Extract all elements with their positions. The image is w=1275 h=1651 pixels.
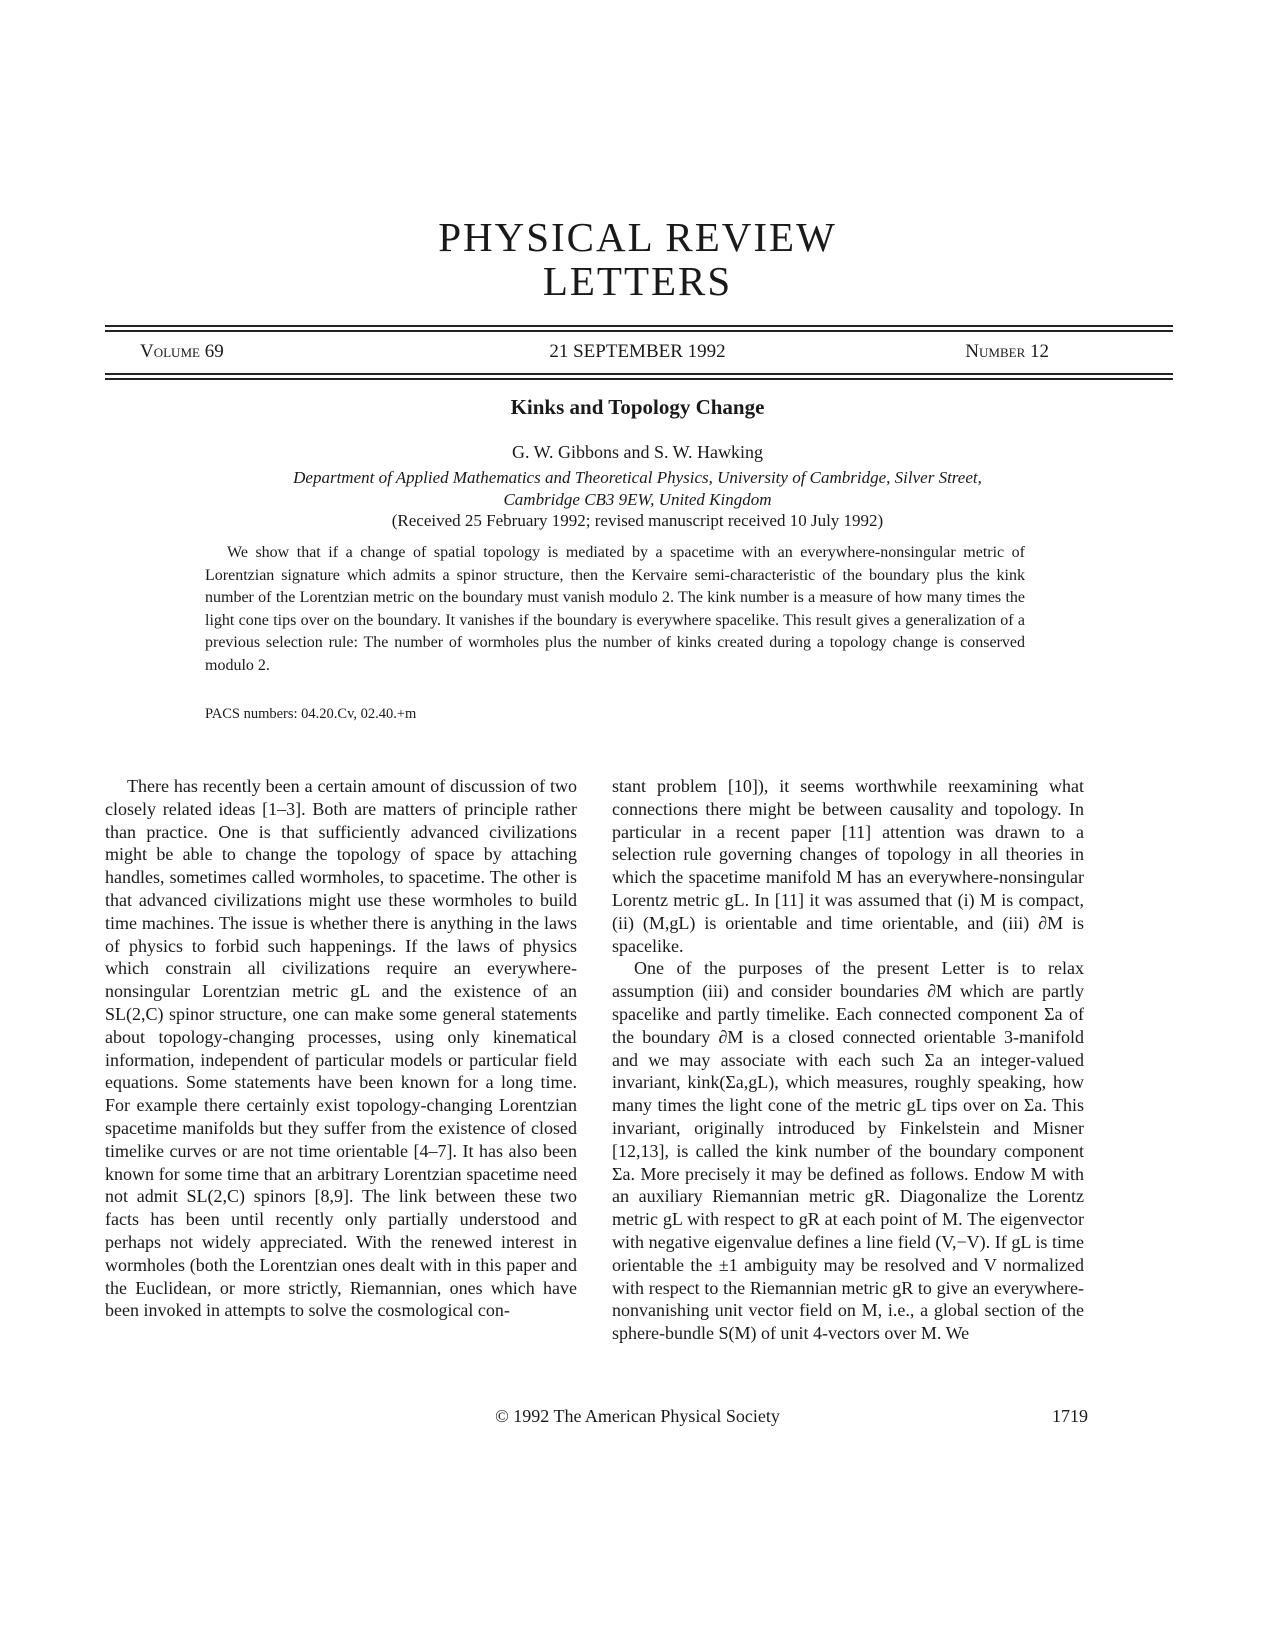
- bottom-rule-1: [105, 373, 1173, 375]
- affiliation-line1: Department of Applied Mathematics and Theoretical Physics, University of Cambridge, Silver Street,: [293, 468, 982, 487]
- right-column-paragraph-1: stant problem [10]), it seems worthwhile reexamining what connections there might be between causality and topology. In particular in a recent paper [11] attention was drawn to a selection rule governing changes of topology in all theories in which the spacetime manifold M has an everywhere-nonsingular Lorentz metric gL. In [11] it was assumed that (i) M is compact, (ii) (M,gL) is orientable and time orientable, and (iii) ∂M is spacelike.: [612, 776, 1084, 956]
- top-rule-2: [105, 330, 1173, 332]
- issue-date: 21 SEPTEMBER 1992: [549, 341, 726, 362]
- received-dates: (Received 25 February 1992; revised manuscript received 10 July 1992): [391, 511, 884, 530]
- pacs-numbers: PACS numbers: 04.20.Cv, 02.40.+m: [205, 706, 417, 722]
- right-column: [612, 775, 1084, 1345]
- affiliation-line2: Cambridge CB3 9EW, United Kingdom: [503, 490, 772, 509]
- article-authors: G. W. Gibbons and S. W. Hawking: [511, 442, 763, 462]
- journal-title-line2: LETTERS: [542, 258, 733, 304]
- left-column: [105, 775, 577, 1322]
- article-title: Kinks and Topology Change: [510, 395, 765, 419]
- top-rule-1: [105, 325, 1173, 327]
- issue-number: Number 12: [965, 341, 1049, 362]
- journal-title: [0, 215, 1275, 303]
- journal-title-line1: PHYSICAL REVIEW: [438, 214, 837, 260]
- right-column-paragraph-2: One of the purposes of the present Letter is to relax assumption (iii) and consider boundaries ∂M which are partly spacelike and partly timelike. Each connected component Σa of the boundary ∂M is a closed connected orientable 3-manifold and we may associate with each such Σa an integer-valued invariant, kink(Σa,gL), which measures, roughly speaking, how many times the light cone of the metric gL tips over on Σa. This invariant, originally introduced by Finkelstein and Misner [12,13], is called the kink number of the boundary component Σa. More precisely it may be defined as follows. Endow M with an auxiliary Riemannian metric gR. Diagonalize the Lorentz metric gL with respect to gR at each point of M. The eigenvector with negative eigenvalue defines a line field (V,−V). If gL is time orientable the ±1 ambiguity may be resolved and V normalized with respect to the Riemannian metric gR to give an everywhere-nonvanishing unit vector field on M, i.e., a global section of the sphere-bundle S(M) of unit 4-vectors over M. We: [612, 958, 1084, 1344]
- affiliation: [0, 467, 1275, 511]
- left-column-paragraph: There has recently been a certain amount of discussion of two closely related ideas [1–3]. Both are matters of principle rather than practice. One is that sufficiently advanced civilizations might be able to change the topology of space by attaching handles, sometimes called wormholes, to spacetime. The other is that advanced civilizations might use these wormholes to build time machines. The issue is whether there is anything in the laws of physics to forbid such happenings. If the laws of physics which constrain all civilizations require an everywhere-nonsingular Lorentzian metric gL and the existence of an SL(2,C) spinor structure, one can make some general statements about topology-changing processes, using only kinematical information, independent of particular models or particular field equations. Some statements have been known for a long time. For example there certainly exist topology-changing Lorentzian spacetime manifolds but they suffer from the existence of closed timelike curves or are not time orientable [4–7]. It has also been known for some time that an arbitrary Lorentzian spacetime need not admit SL(2,C) spinors [8,9]. The link between these two facts has been until recently only partially understood and perhaps not widely appreciated. With the renewed interest in wormholes (both the Lorentzian ones dealt with in this paper and the Euclidean, or more strictly, Riemannian, ones which have been invoked in attempts to solve the cosmological con-: [105, 776, 577, 1321]
- bottom-rule-2: [105, 378, 1173, 380]
- volume-label: Volume 69: [140, 341, 224, 362]
- copyright: © 1992 The American Physical Society: [495, 1406, 780, 1426]
- abstract: We show that if a change of spatial topology is mediated by a spacetime with an everywhere-nonsingular metric of Lorentzian signature which admits a spinor structure, then the Kervaire semi-characteristic of the boundary plus the kink number of the Lorentzian metric on the boundary must vanish modulo 2. The kink number is a measure of how many times the light cone tips over on the boundary. It vanishes if the boundary is everywhere spacelike. This result gives a generalization of a previous selection rule: The number of wormholes plus the number of kinks created during a topology change is conserved modulo 2.: [205, 544, 1025, 674]
- page-number: 1719: [1052, 1406, 1088, 1426]
